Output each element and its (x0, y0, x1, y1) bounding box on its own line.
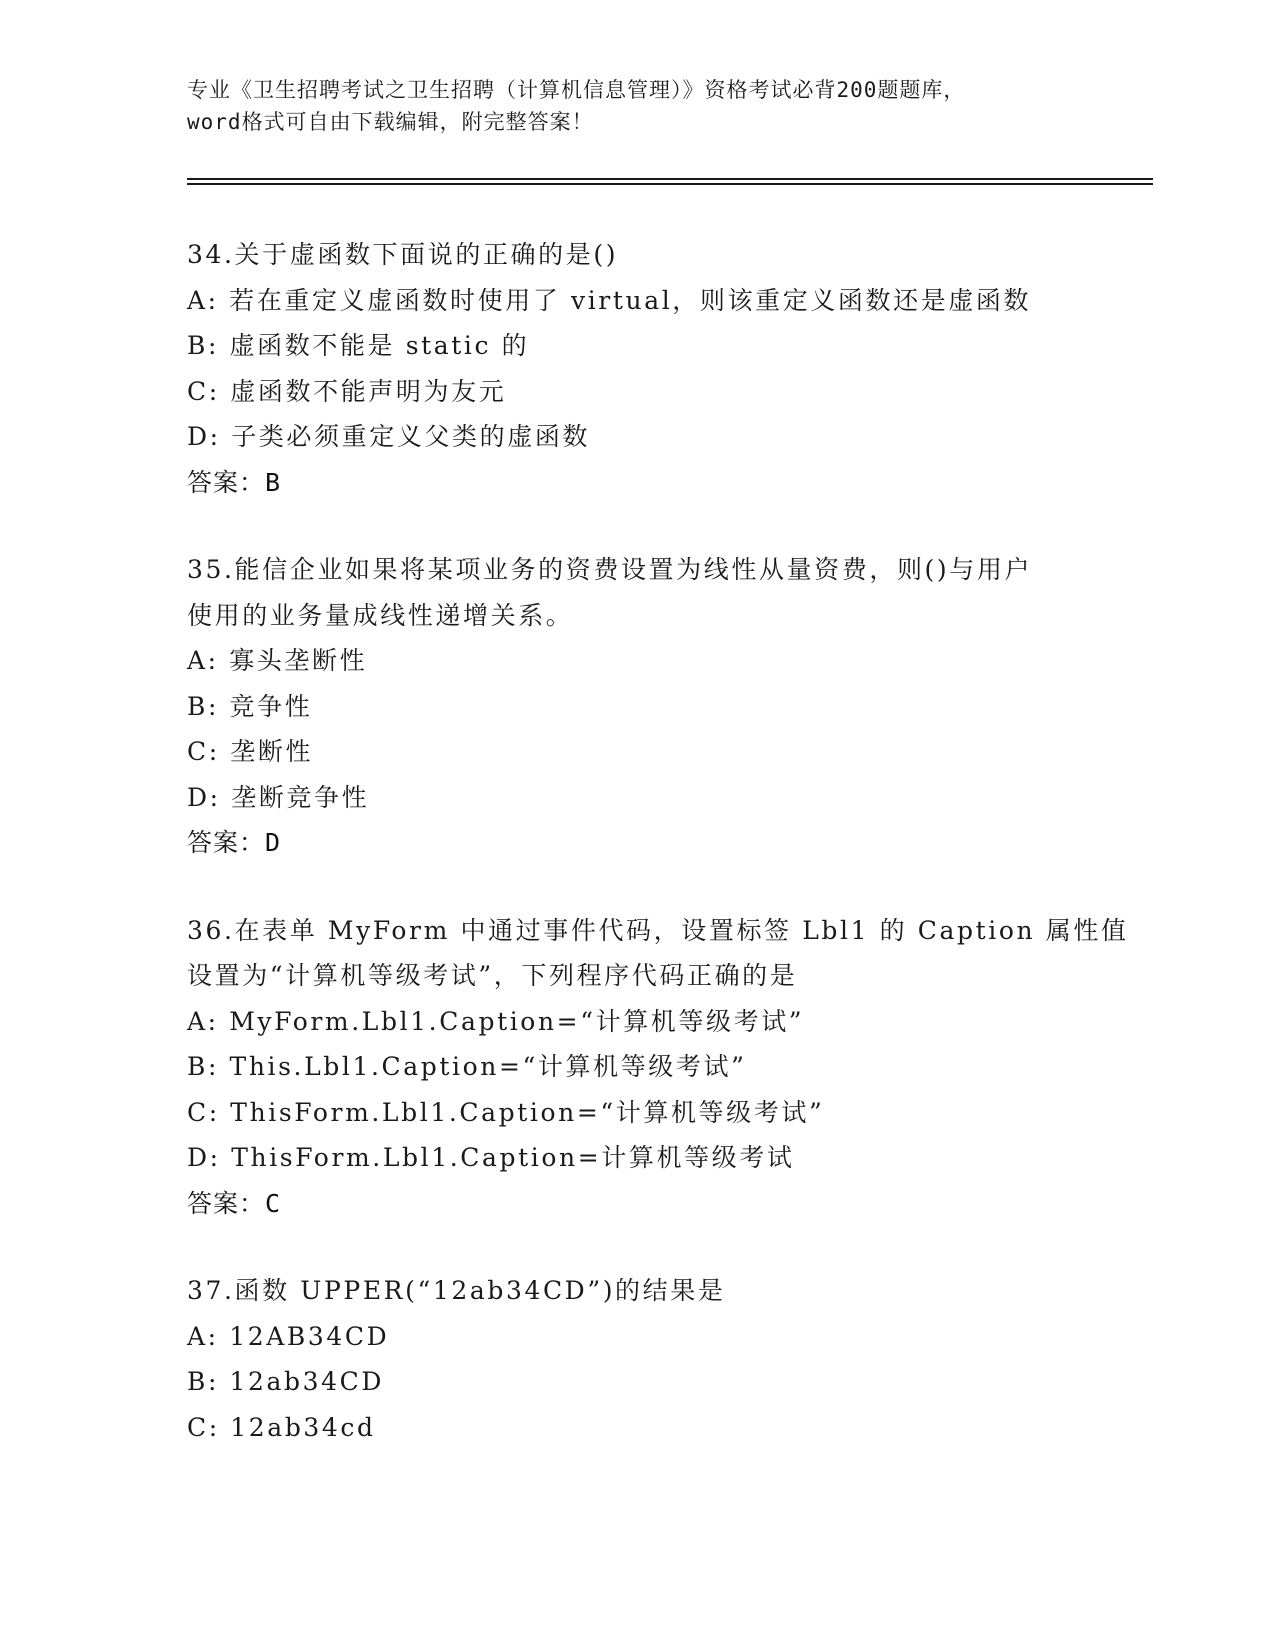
option-a: A: 寡头垄断性 (187, 646, 368, 675)
option-c: C: 虚函数不能声明为友元 (187, 376, 507, 406)
header-divider-top (187, 178, 1153, 180)
option-c: C: 12ab34cd (187, 1412, 376, 1442)
option-b: B: 12ab34CD (187, 1367, 385, 1396)
option-c: C: 垄断性 (187, 737, 314, 766)
option-a: A: MyForm.Lbl1.Caption=“计算机等级考试” (187, 1006, 805, 1036)
option-d: D: 子类必须重定义父类的虚函数 (187, 422, 591, 451)
question-stem-continued: 使用的业务量成线性递增关系。 (187, 600, 574, 630)
answer: 答案：B (187, 467, 282, 497)
question-stem: 34.关于虚函数下面说的正确的是() (187, 240, 619, 269)
option-d: D: ThisForm.Lbl1.Caption=计算机等级考试 (187, 1143, 795, 1172)
header-divider-bottom (187, 183, 1153, 185)
question-stem: 35.能信企业如果将某项业务的资费设置为线性从量资费，则()与用户 (187, 555, 1033, 584)
question-stem: 37.函数 UPPER(“12ab34CD”)的结果是 (187, 1276, 726, 1305)
option-b: B: 竞争性 (187, 691, 313, 721)
option-a: A: 12AB34CD (187, 1321, 390, 1351)
option-a: A: 若在重定义虚函数时使用了 virtual，则该重定义函数还是虚函数 (187, 285, 1032, 315)
header-line-1: 专业《卫生招聘考试之卫生招聘（计算机信息管理）》资格考试必背200题题库， (187, 78, 966, 102)
question-36 (187, 908, 1129, 1227)
option-b: B: 虚函数不能是 static 的 (187, 331, 530, 360)
question-34 (187, 232, 1087, 505)
question-stem: 36.在表单 MyForm 中通过事件代码，设置标签 Lbl1 的 Caption 属性值 (187, 915, 1129, 945)
question-stem-continued: 设置为“计算机等级考试”，下列程序代码正确的是 (187, 961, 798, 990)
option-d: D: 垄断竞争性 (187, 782, 370, 812)
question-list (187, 232, 1129, 1492)
option-c: C: ThisForm.Lbl1.Caption=“计算机等级考试” (187, 1097, 825, 1127)
header-line-2: word格式可自由下载编辑，附完整答案！ (187, 110, 594, 134)
question-35 (187, 547, 1087, 866)
question-37 (187, 1268, 1087, 1450)
answer: 答案：D (187, 828, 282, 857)
document-header (187, 74, 1087, 138)
option-b: B: This.Lbl1.Caption=“计算机等级考试” (187, 1052, 747, 1081)
answer: 答案：C (187, 1188, 282, 1218)
